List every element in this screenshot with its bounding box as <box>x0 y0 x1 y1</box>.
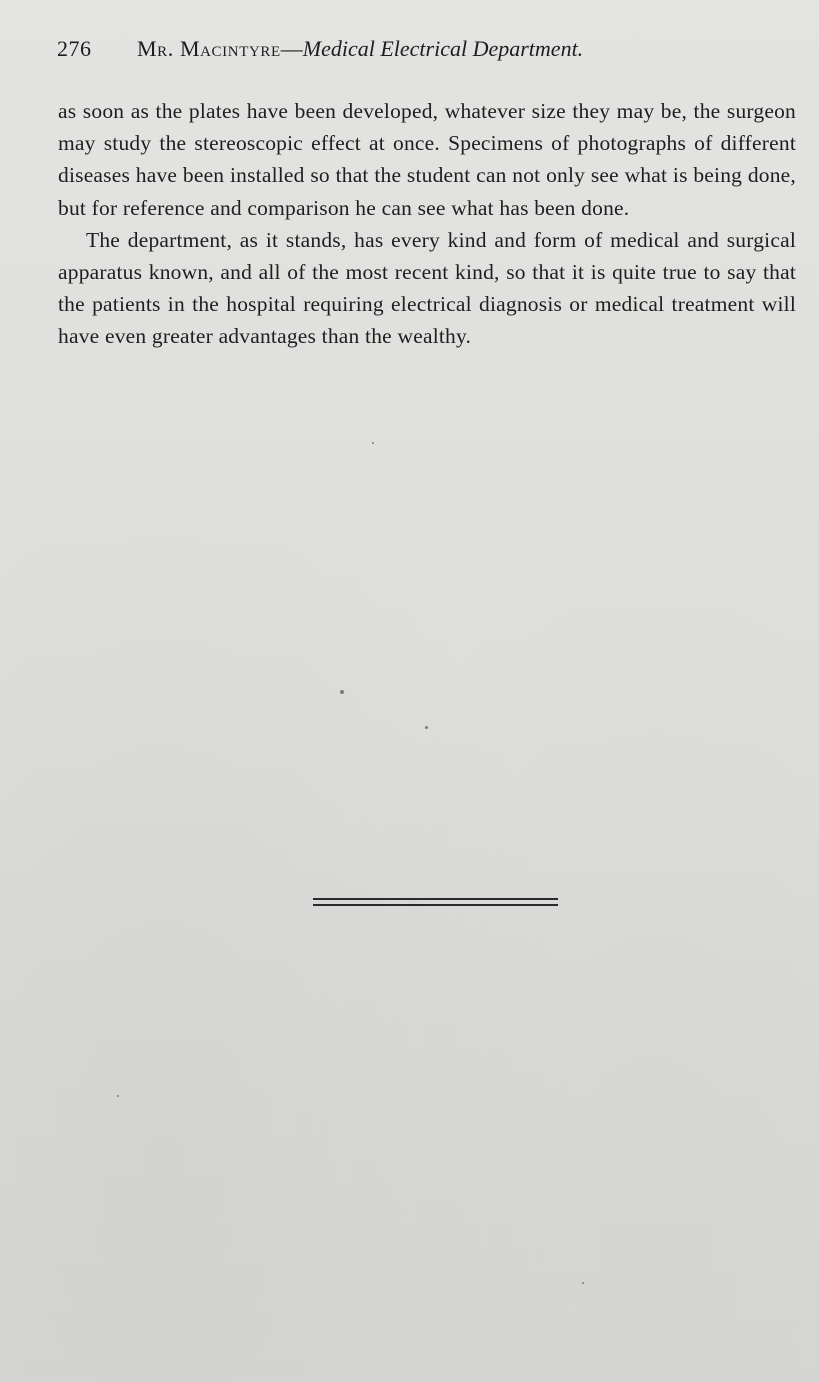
running-head-separator: — <box>280 36 303 61</box>
page-number: 276 <box>57 36 92 61</box>
body-text <box>58 95 796 353</box>
paragraph-department: The department, as it stands, has every kind and form of medical and surgical apparatus known, and all of the most recent kind, so that it is quite true to say that the patients in the hospital requiring electrical diagnosis or medical treatment will have even greater advantages than the wealthy. <box>58 227 796 349</box>
paper-speck <box>425 726 428 729</box>
rule-line-top <box>313 898 558 900</box>
paper-speck <box>340 690 344 694</box>
running-head <box>57 32 777 66</box>
double-rule-divider <box>313 898 558 909</box>
running-head-author: Mr. Macintyre <box>137 36 281 61</box>
running-head-title: Medical Electrical Department. <box>302 36 584 61</box>
paper-speck <box>117 1095 119 1097</box>
paper-speck <box>372 442 374 444</box>
rule-line-bottom <box>313 904 558 906</box>
paragraph-continued: as soon as the plates have been developed, whatever size they may be, the surgeon may study the stereoscopic effect at once. Specimens of photographs of different diseases have been installed so that the student can not only see what is being done, but for reference and comparison he can see what has been done. <box>58 99 796 220</box>
paper-speck <box>582 1282 584 1284</box>
